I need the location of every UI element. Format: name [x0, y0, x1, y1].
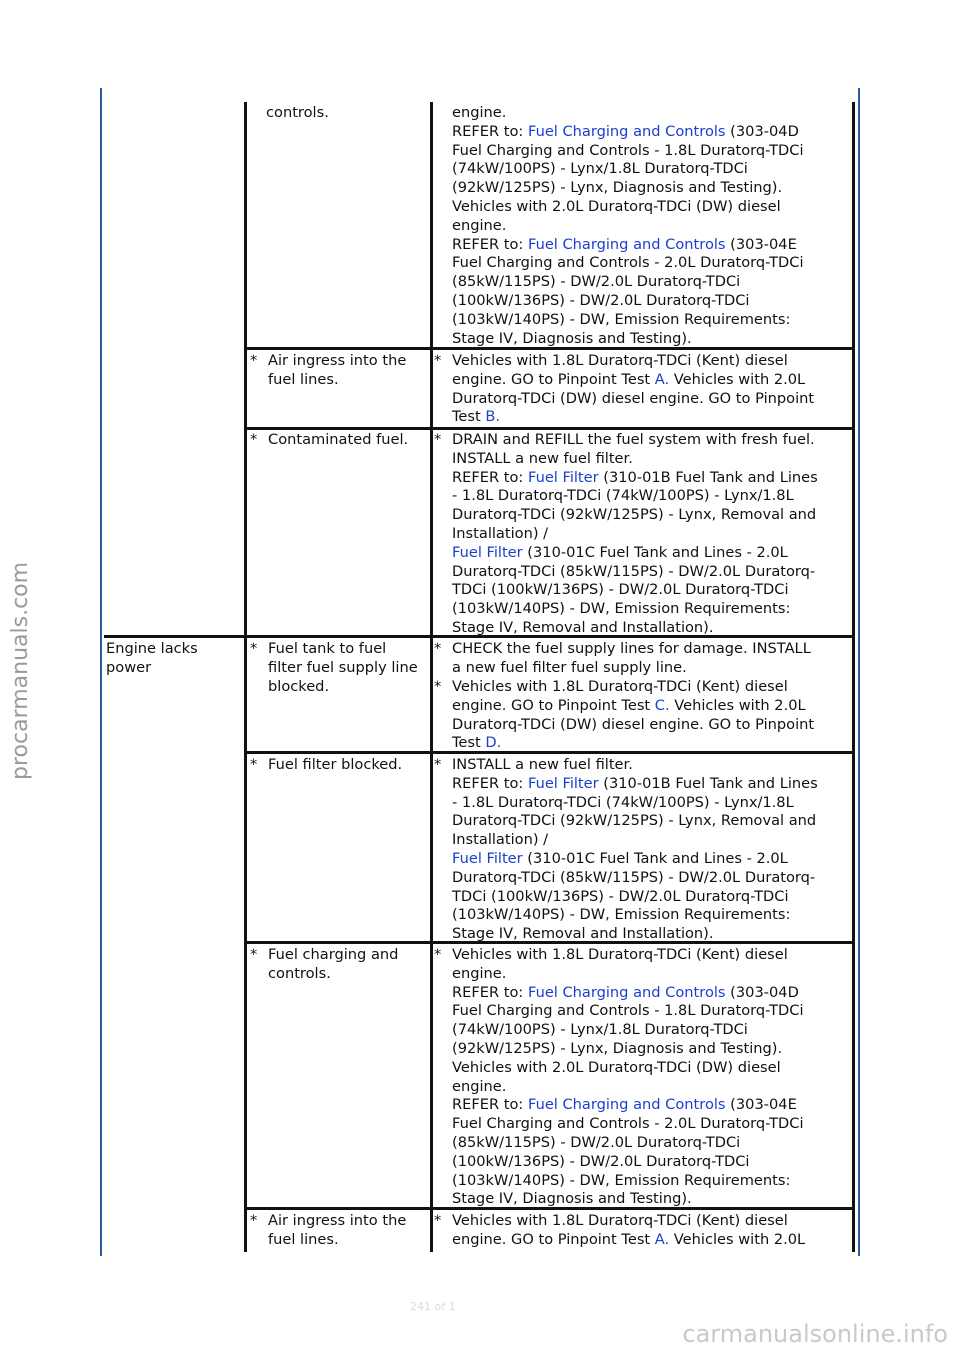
- text-line: CHECK the fuel supply lines for damage. INSTALL: [452, 640, 811, 657]
- row-divider: [244, 427, 855, 430]
- text-line: (74kW/100PS) - Lynx/1.8L Duratorq-TDCi: [452, 1021, 748, 1039]
- text-line: engine.: [452, 964, 507, 982]
- bullet-star: *: [250, 431, 258, 448]
- reference-link[interactable]: Fuel Charging and Controls: [527, 1096, 726, 1114]
- text-line: INSTALL a new fuel filter.: [452, 756, 633, 773]
- reference-link[interactable]: D.: [485, 734, 502, 752]
- text-line: Air ingress into the: [268, 352, 407, 369]
- cause-cell: [250, 431, 408, 450]
- bullet-item: [434, 1212, 805, 1250]
- text-line: Stage IV, Diagnosis and Testing).: [452, 1190, 692, 1208]
- action-cell: [434, 1212, 805, 1250]
- bullet-item: [434, 352, 814, 427]
- text-line: (92kW/125PS) - Lynx, Diagnosis and Testing).: [452, 179, 783, 197]
- text-line: controls.: [268, 964, 331, 982]
- symptom-cell: [106, 640, 198, 678]
- bullet-star: *: [434, 946, 442, 963]
- text-line: engine.: [452, 104, 507, 121]
- text-line: a new fuel filter fuel supply line.: [452, 658, 687, 676]
- bullet-star: *: [434, 352, 442, 369]
- text-line: Duratorq-TDCi (DW) diesel engine. GO to Pinpoint: [452, 715, 815, 733]
- bullet-item: [250, 640, 418, 696]
- reference-link[interactable]: B.: [485, 408, 501, 426]
- text-line: fuel lines.: [268, 1230, 339, 1248]
- bullet-star: *: [434, 640, 442, 657]
- text-line: Vehicles with 2.0L Duratorq-TDCi (DW) diesel: [452, 1058, 781, 1076]
- action-cell: [434, 431, 818, 638]
- text-line: Fuel Charging and Controls - 2.0L Duratorq-TDCi: [452, 1115, 804, 1133]
- column-divider-2: [430, 102, 433, 1252]
- text-line: (92kW/125PS) - Lynx, Diagnosis and Testing).: [452, 1039, 783, 1057]
- text-line: Vehicles with 1.8L Duratorq-TDCi (Kent) diesel: [452, 946, 788, 963]
- bullet-item: [434, 946, 804, 1209]
- bullet-item: [250, 352, 406, 390]
- reference-link[interactable]: Fuel Charging and Controls: [527, 122, 726, 140]
- text-line: TDCi (100kW/136PS) - DW/2.0L Duratorq-TDCi: [452, 581, 789, 599]
- cause-cell: [250, 1212, 406, 1250]
- text-line: engine.: [452, 1077, 507, 1095]
- text-line: Duratorq-TDCi (85kW/115PS) - DW/2.0L Duratorq-: [452, 562, 816, 580]
- text-line: filter fuel supply line: [268, 658, 418, 676]
- text-line: Vehicles with 1.8L Duratorq-TDCi (Kent) diesel: [452, 678, 788, 695]
- bullet-star: *: [434, 678, 442, 695]
- bullet-star: *: [250, 946, 258, 963]
- cause-cell: [250, 352, 406, 390]
- bullet-star: *: [250, 352, 258, 369]
- bullet-item: [434, 678, 814, 753]
- left-margin-rule: [100, 88, 102, 1256]
- reference-link[interactable]: Fuel Filter: [452, 543, 523, 561]
- text-line: controls.: [266, 104, 329, 121]
- text-line: (103kW/140PS) - DW, Emission Requirements:: [452, 906, 791, 924]
- text-line: REFER to: Fuel Filter (310-01B Fuel Tank and Lines: [452, 774, 818, 792]
- bullet-item: [434, 756, 818, 944]
- text-line: Engine lacks: [106, 640, 198, 657]
- text-line: Fuel Filter (310-01C Fuel Tank and Lines - 2.0L: [452, 543, 788, 561]
- cause-cell: [250, 640, 418, 696]
- bullet-star: *: [250, 756, 258, 773]
- bullet-item: [250, 1212, 406, 1250]
- reference-link[interactable]: A.: [654, 370, 670, 388]
- text-line: Duratorq-TDCi (DW) diesel engine. GO to Pinpoint: [452, 389, 815, 407]
- text-line: Fuel Charging and Controls - 1.8L Duratorq-TDCi: [452, 1002, 804, 1020]
- text-line: Vehicles with 2.0L Duratorq-TDCi (DW) diesel: [452, 197, 781, 215]
- reference-link[interactable]: C.: [654, 696, 670, 714]
- text-line: Fuel Charging and Controls - 2.0L Duratorq-TDCi: [452, 254, 804, 272]
- text-line: Duratorq-TDCi (85kW/115PS) - DW/2.0L Duratorq-: [452, 868, 816, 886]
- bullet-item: [250, 756, 402, 775]
- text-line: Installation) /: [452, 524, 549, 542]
- action-cell: [452, 104, 804, 348]
- text-line: engine. GO to Pinpoint Test C. Vehicles with 2.0L: [452, 696, 806, 714]
- text-line: REFER to: Fuel Charging and Controls (303-04D: [452, 983, 799, 1001]
- action-cell: [434, 756, 818, 944]
- text-line: REFER to: Fuel Charging and Controls (303-04E: [452, 1096, 797, 1114]
- reference-link[interactable]: Fuel Charging and Controls: [527, 983, 726, 1001]
- text-line: Fuel Charging and Controls - 1.8L Duratorq-TDCi: [452, 141, 804, 159]
- text-line: Duratorq-TDCi (92kW/125PS) - Lynx, Removal and: [452, 506, 817, 524]
- text-line: Fuel tank to fuel: [268, 640, 387, 657]
- text-line: (100kW/136PS) - DW/2.0L Duratorq-TDCi: [452, 1152, 750, 1170]
- footer-watermark: carmanualsonline.info: [682, 1320, 948, 1348]
- action-cell: [434, 352, 814, 427]
- text-line: Stage IV, Removal and Installation).: [452, 925, 714, 943]
- reference-link[interactable]: A.: [654, 1230, 670, 1248]
- text-line: Fuel filter blocked.: [268, 756, 403, 773]
- text-line: (85kW/115PS) - DW/2.0L Duratorq-TDCi: [452, 273, 741, 291]
- text-line: REFER to: Fuel Charging and Controls (303-04D: [452, 122, 799, 140]
- text-line: (85kW/115PS) - DW/2.0L Duratorq-TDCi: [452, 1133, 741, 1151]
- text-line: Test D.: [452, 734, 502, 752]
- text-line: (103kW/140PS) - DW, Emission Requirements:: [452, 310, 791, 328]
- action-cell: [434, 640, 811, 678]
- bullet-item: [434, 640, 811, 678]
- reference-link[interactable]: Fuel Filter: [452, 849, 523, 867]
- reference-link[interactable]: Fuel Charging and Controls: [527, 235, 726, 253]
- text-line: Stage IV, Removal and Installation).: [452, 618, 714, 636]
- text-line: Contaminated fuel.: [268, 431, 409, 448]
- text-line: Vehicles with 1.8L Duratorq-TDCi (Kent) diesel: [452, 352, 788, 369]
- text-line: fuel lines.: [268, 370, 339, 388]
- text-line: (103kW/140PS) - DW, Emission Requirements:: [452, 1171, 791, 1189]
- text-line: Installation) /: [452, 831, 549, 849]
- text-line: - 1.8L Duratorq-TDCi (74kW/100PS) - Lynx/1.8L: [452, 793, 794, 811]
- text-line: (103kW/140PS) - DW, Emission Requirements:: [452, 600, 791, 618]
- cause-cell: [250, 946, 398, 984]
- text-line: (74kW/100PS) - Lynx/1.8L Duratorq-TDCi: [452, 160, 748, 178]
- text-line: (100kW/136PS) - DW/2.0L Duratorq-TDCi: [452, 291, 750, 309]
- bullet-item: [250, 946, 398, 984]
- bullet-star: *: [250, 640, 258, 657]
- side-watermark: procarmanuals.com: [8, 561, 33, 780]
- text-line: engine. GO to Pinpoint Test A. Vehicles with 2.0L: [452, 1230, 806, 1248]
- column-divider-1: [244, 102, 247, 1252]
- text-line: Air ingress into the: [268, 1212, 407, 1229]
- reference-link[interactable]: Fuel Filter: [527, 774, 599, 792]
- text-line: engine.: [452, 216, 507, 234]
- cause-cell: [250, 756, 402, 775]
- bullet-item: [434, 431, 818, 638]
- text-line: Test B.: [452, 408, 501, 426]
- text-line: INSTALL a new fuel filter.: [452, 449, 633, 467]
- cause-cell: [266, 104, 329, 123]
- page-number: 241 of 1: [410, 1300, 456, 1313]
- text-line: Fuel charging and: [268, 946, 399, 963]
- text-line: REFER to: Fuel Charging and Controls (303-04E: [452, 235, 797, 253]
- bullet-star: *: [250, 1212, 258, 1229]
- text-line: Duratorq-TDCi (92kW/125PS) - Lynx, Removal and: [452, 812, 817, 830]
- text-line: DRAIN and REFILL the fuel system with fresh fuel.: [452, 431, 815, 448]
- right-margin-rule: [858, 88, 860, 1256]
- bullet-star: *: [434, 431, 442, 448]
- reference-link[interactable]: Fuel Filter: [527, 468, 599, 486]
- bullet-star: *: [434, 756, 442, 773]
- text-line: engine. GO to Pinpoint Test A. Vehicles with 2.0L: [452, 370, 806, 388]
- action-cell: [434, 678, 814, 753]
- text-line: Stage IV, Diagnosis and Testing).: [452, 329, 692, 347]
- text-line: - 1.8L Duratorq-TDCi (74kW/100PS) - Lynx/1.8L: [452, 487, 794, 505]
- text-line: blocked.: [268, 677, 330, 695]
- table-right-border: [852, 102, 855, 1252]
- text-line: Fuel Filter (310-01C Fuel Tank and Lines - 2.0L: [452, 849, 788, 867]
- action-cell: [434, 946, 804, 1209]
- bullet-item: [250, 431, 408, 450]
- bullet-star: *: [434, 1212, 442, 1229]
- text-line: REFER to: Fuel Filter (310-01B Fuel Tank and Lines: [452, 468, 818, 486]
- text-line: TDCi (100kW/136PS) - DW/2.0L Duratorq-TDCi: [452, 887, 789, 905]
- text-line: power: [106, 658, 152, 676]
- text-line: Vehicles with 1.8L Duratorq-TDCi (Kent) diesel: [452, 1212, 788, 1229]
